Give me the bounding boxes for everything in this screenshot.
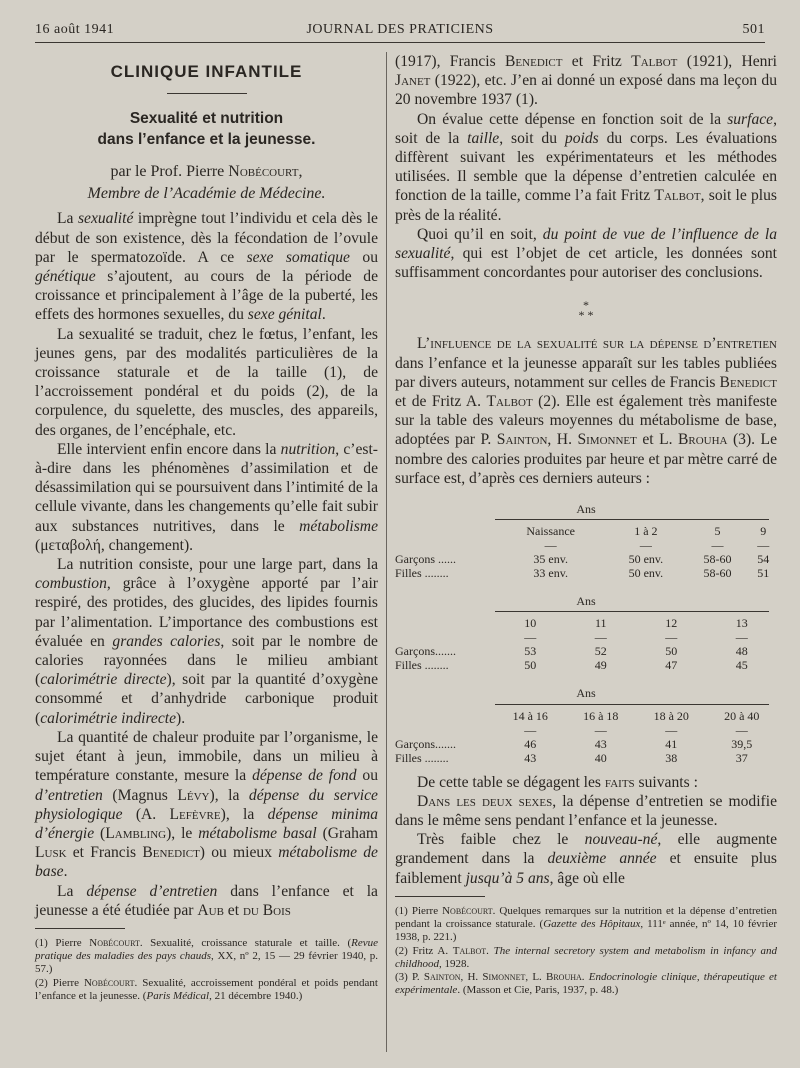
paragraph: Elle intervient enfin encore dans la nutrition, c’est-à-dire dans les phénomènes d’assimilation et de désassimilation qui se poursuivent dans l’intimité de la cellule vivante, dans les changements qu’elle fait subir aux substances nutritives, dans le métabolisme (μεταβολή, changement). — [35, 440, 379, 554]
footnote-rule — [395, 896, 485, 897]
metabolism-table — [395, 500, 777, 765]
affiliation: Membre de l’Académie de Médecine. — [87, 185, 326, 203]
table-ans-label: Ans — [576, 686, 596, 701]
article-title — [35, 108, 378, 150]
footnote: (1) Pierre Nobécourt. Quelques remarques sur la nutrition et la dépense d’entretien pendant la croissance staturale. (Gazette des Hôpitaux, 111ᵉ année, nº 14, 10 février 1938, p. 221.) — [395, 904, 778, 944]
table-block-3 — [395, 709, 777, 765]
byline-prefix: par le Prof. Pierre — [110, 163, 229, 181]
paragraph: De cette table se dégagent les faits suivants : — [417, 773, 698, 791]
title-line-1: Sexualité et nutrition — [129, 110, 284, 128]
footnote: (1) Pierre Nobécourt. Sexualité, croissance staturale et taille. (Revue pratique des maladies des pays chauds, XX, nº 2, 15 — 29 février 1940, p. 57.) — [35, 936, 379, 976]
table-ans-label: Ans — [576, 594, 596, 609]
table-brace — [495, 704, 769, 705]
footnote: (2) Pierre Nobécourt. Sexualité, accroissement pondéral et poids pendant l’enfance et la jeunesse. (Paris Médical, 21 décembre 1940.) — [35, 976, 378, 1002]
paragraph: La quantité de chaleur produite par l’organisme, le sujet étant à jeun, immobile, dans un milieu à température constante, mesure la dépense de fond ou d’entretien (Magnus Lévy), la dépense du service physiologique (A. Lefèvre), la dépense minima d’énergie (Lambling), le métabolisme basal (Graham Lusk et Francis Benedict) ou mieux métabolisme de base. — [35, 728, 378, 881]
journal-title: JOURNAL DES PRATICIENS — [306, 22, 494, 37]
section-stars: * * * — [578, 298, 594, 323]
table-dash-row: — — — — — [524, 722, 748, 737]
paragraph: Quoi qu’il en soit, du point de vue de l’influence de la sexualité, qui est l’objet de cet article, les données sont suffisamment concordantes pour autoriser des conclusions. — [395, 225, 777, 282]
left-column — [35, 52, 378, 1003]
title-line-2: dans l’enfance et la jeunesse. — [97, 131, 316, 149]
table-header-row: Naissance 1 à 2 5 9 — [526, 524, 767, 539]
paragraph: Très faible chez le nouveau-né, elle augmente grandement dans la deuxième année et ensuite plus faiblement jusqu’à 5 ans, âge où elle — [395, 831, 777, 887]
byline: par le Prof. Pierre Nobécourt, — [110, 163, 303, 181]
table-block-2 — [395, 616, 777, 672]
table-row: Filles ........ 43 40 38 37 — [395, 750, 748, 765]
section-rule — [167, 93, 247, 94]
table-dash-row: — — — — — [524, 630, 748, 645]
paragraph: La sexualité imprègne tout l’individu et cela dès le début de son existence, dès la fécondation de l’ovule par le spermatozoïde. A ce sexe somatique ou génétique s’ajoutent, au cours de la période de croissance et principalement à l’âge de la puberté, les effets des hormones sexuelles, du sexe génital. — [35, 210, 378, 324]
table-row: Filles ........ 33 env. 50 env. 58-60 51 — [395, 566, 770, 581]
author-name: Nobécourt — [228, 163, 299, 181]
paragraph: L’influence de la sexualité sur la dépense d’entretien dans l’enfance et la jeunesse apparaît sur les tables publiées par divers auteurs, notamment sur celles de Francis Benedict et de Fritz A. Talbot (2). Elle est également très manifeste sur la table des valeurs moyennes du métabolisme de base, adoptées par P. Sainton, H. Simonnet et L. Brouha (3). Le nombre des calories produites par heure et par mètre carré de surface est, d’après ces derniers auteurs : — [395, 335, 777, 487]
right-column — [395, 52, 777, 997]
table-dash-row: — — — — — [544, 538, 770, 553]
page-number: 501 — [742, 22, 765, 37]
issue-date: 16 août 1941 — [35, 22, 115, 37]
footnote-rule — [35, 928, 125, 929]
column-divider — [386, 52, 387, 1052]
table-row: Garçons....... 46 43 41 39,5 — [395, 736, 753, 751]
footnote: (3) P. Sainton, H. Simonnet, L. Brouha. Endocrinologie clinique, thérapeutique et expérimentale. (Masson et Cie, Paris, 1937, p. 48.) — [395, 970, 777, 997]
paragraph: (1917), Francis Benedict et Fritz Talbot (1921), Henri Janet (1922), etc. J’en ai donné un exposé dans ma leçon du 20 novembre 1937 (1). — [395, 53, 777, 109]
table-brace — [495, 519, 769, 520]
table-row: Garçons....... 53 52 50 48 — [395, 644, 748, 659]
table-row: Garçons ...... 35 env. 50 env. 58-60 54 — [395, 552, 770, 567]
running-header — [35, 20, 765, 43]
paragraph: On évalue cette dépense en fonction soit de la surface, soit de la taille, soit du poids du corps. Les évaluations diffèrent suivant les expérimentateurs et les méthodes utilisées. Il semble que la dépense d’entretien calculée en fonction de la taille, comme l’a fait Fritz Talbot, soit le plus près de la réalité. — [395, 110, 778, 224]
table-header-row: 14 à 16 16 à 18 18 à 20 20 à 40 — [512, 708, 760, 723]
section-heading: CLINIQUE INFANTILE — [110, 62, 303, 81]
table-row: Filles ........ 50 49 47 45 — [395, 658, 748, 673]
paragraph: Dans les deux sexes, la dépense d’entretien se modifie dans le même sens pendant l’enfance et la jeunesse. — [395, 792, 777, 830]
paragraph: La sexualité se traduit, chez le fœtus, l’enfant, les jeunes gens, par des modalités particulières de la croissance staturale et de la taille (1), de l’accroissement pondéral et du poids (2), de la corpulence, du squelette, des muscles, des appareils, des organes, de l’encéphale, etc. — [35, 325, 378, 439]
footnote: (2) Fritz A. Talbot. The internal secretory system and metabolism in infancy and childhood, 1928. — [395, 944, 777, 970]
table-header-row: 10 11 12 13 — [524, 616, 748, 631]
paragraph: La nutrition consiste, pour une large part, dans la combustion, grâce à l’oxygène apporté par l’air respiré, des protides, des glucides, des lipides fournis par l’alimentation. L’importance des combustions est évaluée en grandes calories, soit par le nombre de calories rayonnées dans le milieu ambiant (calorimétrie directe), soit par la quantité d’oxygène consommé et d’anhydride carbonique produit (calorimétrie indirecte). — [35, 556, 378, 727]
table-brace — [495, 611, 769, 612]
table-ans-label: Ans — [576, 502, 596, 517]
paragraph: La dépense d’entretien dans l’enfance et la jeunesse a été étudiée par Aub et du Bois — [35, 882, 378, 919]
table-block-1 — [395, 524, 777, 580]
